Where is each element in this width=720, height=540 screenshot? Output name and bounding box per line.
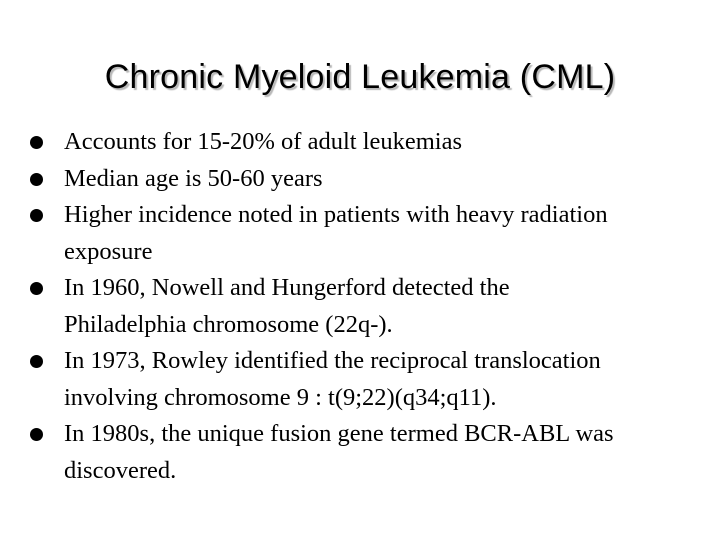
bullet-dot-icon <box>30 282 43 295</box>
bullet-item <box>0 124 720 161</box>
bullet-text: Median age is 50-60 years <box>64 164 323 192</box>
bullet-dot-icon <box>30 428 43 441</box>
bullet-text: In 1960, Nowell and Hungerford detected the <box>64 274 510 301</box>
bullet-text-continued: exposure <box>64 237 153 265</box>
bullet-item <box>0 416 720 489</box>
bullet-item <box>0 343 720 416</box>
bullet-text: Accounts for 15-20% of adult leukemias <box>64 128 463 155</box>
bullet-text-continued: discovered. <box>64 456 177 484</box>
bullet-item <box>0 270 720 343</box>
bullet-item <box>0 161 720 198</box>
bullet-text-continued: Philadelphia chromosome (22q-). <box>64 310 393 338</box>
bullet-item <box>0 197 720 270</box>
bullet-list <box>0 124 720 489</box>
bullet-text: In 1980s, the unique fusion gene termed BCR-ABL was <box>64 420 614 447</box>
slide-title: Chronic Myeloid Leukemia (CML) <box>104 58 616 96</box>
bullet-dot-icon <box>30 355 43 368</box>
bullet-text-continued: involving chromosome 9 : t(9;22)(q34;q11). <box>64 383 497 411</box>
bullet-dot-icon <box>30 209 43 222</box>
bullet-text: Higher incidence noted in patients with heavy radiation <box>64 201 608 228</box>
bullet-dot-icon <box>30 173 43 186</box>
bullet-text: In 1973, Rowley identified the reciprocal translocation <box>64 347 601 374</box>
bullet-dot-icon <box>30 136 43 149</box>
